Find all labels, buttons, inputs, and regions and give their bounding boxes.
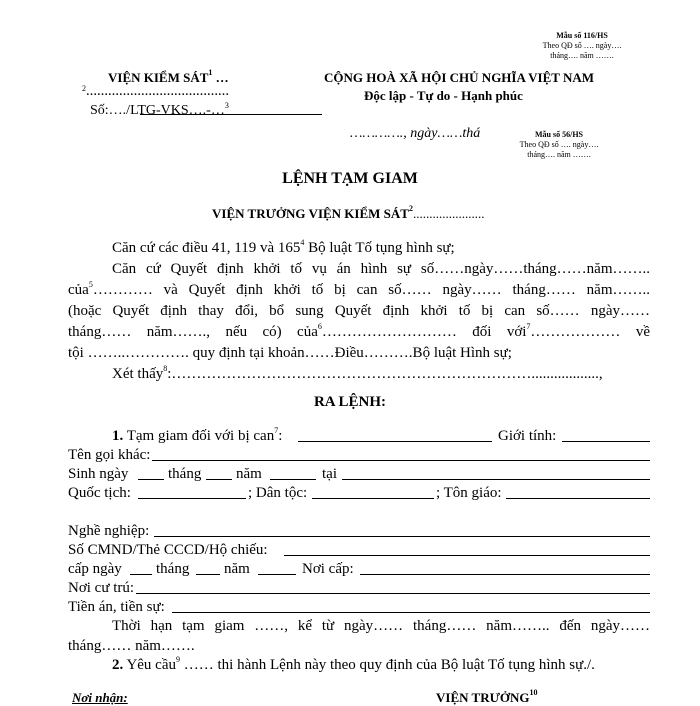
ground-line-1 (112, 240, 455, 257)
recipients-label: Nơi nhận: (72, 690, 128, 705)
dob-place-label: tại (322, 466, 337, 482)
dob-month-field[interactable] (206, 479, 232, 480)
alias-field[interactable] (152, 460, 650, 461)
issuer-dots: ...................... (412, 206, 485, 221)
ground-line-5 (68, 324, 650, 341)
form-code-mid-basis: Theo QĐ số …. ngày…. (519, 140, 599, 149)
record-label: Tiền án, tiền sự: (68, 599, 165, 615)
form-code-top-date: tháng…. năm ……. (550, 51, 614, 60)
residence-field[interactable] (136, 593, 650, 594)
nationality-label: Quốc tịch: (68, 485, 131, 501)
footnote-ref: 7 (526, 322, 531, 331)
footnote-ref: 6 (317, 322, 322, 331)
section1-label: Tạm giam đối với bị can (123, 428, 275, 444)
footnote-ref: 8 (163, 364, 168, 373)
ground-text: ………… và Quyết định khởi tố bị can số…… ngày…… tháng…… năm…….. (92, 282, 650, 298)
form-code-mid-code: Mẫu số 56/HS (534, 130, 583, 139)
signer-text: VIỆN TRƯỞNG (436, 690, 530, 705)
document-number (90, 103, 229, 119)
footnote-ref: 3 (224, 101, 229, 110)
residence-label: Nơi cư trú: (68, 580, 135, 596)
issued-place-label: Nơi cấp: (302, 561, 354, 577)
issued-date-label: cấp ngày (68, 561, 122, 577)
footnote-ref: 10 (529, 688, 538, 697)
country-name: CỘNG HOÀ XÃ HỘI CHỦ NGHĨA VIỆT NAM (324, 70, 595, 85)
defendant-name-field[interactable] (298, 441, 492, 442)
ground-line-7 (112, 366, 603, 383)
id-label: Số CMND/Thẻ CCCD/Hộ chiếu: (68, 542, 268, 558)
ground-text: Bộ luật Tố tụng hình sự; (304, 240, 455, 256)
document-number-text: Số:…./LTG-VKS….-… (90, 103, 225, 118)
occupation-field[interactable] (154, 536, 650, 537)
issued-year-field[interactable] (258, 574, 296, 575)
id-field[interactable] (284, 555, 650, 556)
document-title: LỆNH TẠM GIAM (282, 170, 418, 187)
dob-year-field[interactable] (270, 479, 316, 480)
footnote-ref: 4 (300, 238, 305, 247)
signer-title (436, 690, 538, 706)
dob-place-field[interactable] (342, 479, 650, 480)
agency-label: VIỆN KIỂM SÁT (108, 70, 209, 85)
occupation-label: Nghề nghiệp: (68, 523, 150, 539)
dob-year-label: năm (236, 466, 262, 482)
place-date: …………., ngày……thá (350, 126, 481, 141)
section-number: 2. (112, 657, 124, 673)
issuer-line (212, 206, 484, 222)
issuer-text: VIỆN TRƯỞNG VIỆN KIỂM SÁT (212, 206, 409, 221)
dob-label: Sinh ngày (68, 466, 129, 482)
ground-line-3 (68, 282, 650, 299)
religion-label: ; Tôn giáo: (436, 485, 502, 501)
form-code-top-basis: Theo QĐ số …. ngày…. (542, 41, 622, 50)
ground-text: tháng…… năm……., nếu có) của (68, 324, 318, 340)
ground-line-6: tội ……..…………. quy định tại khoản……Điều……….Bộ luật Hình sự; (68, 345, 512, 361)
order-heading: RA LỆNH: (313, 394, 387, 410)
ground-line-4: (hoặc Quyết định thay đổi, bổ sung Quyết định khởi tố bị can số…… ngày…… (68, 303, 650, 319)
detention-period-line-1: Thời hạn tạm giam ……, kể từ ngày…… tháng…… năm…….. đến ngày…… (112, 618, 650, 634)
section2-text: …… thi hành Lệnh này theo quy định của Bộ luật Tố tụng hình sự./. (180, 657, 595, 673)
sub-agency-dots: ………………………………… (86, 86, 229, 98)
section2-line (112, 657, 595, 674)
motto: Độc lập - Tự do - Hạnh phúc (364, 88, 523, 103)
issued-day-field[interactable] (130, 574, 152, 575)
form-code-mid-date: tháng…. năm ……. (527, 150, 591, 159)
form-code-mid (516, 130, 602, 160)
ground-text: ……………… về (530, 324, 650, 340)
detention-period-line-2: tháng…… năm……. (68, 638, 195, 654)
ground-text: :……………………………………………………………….................., (167, 366, 603, 382)
footnote-ref: 7 (274, 426, 279, 435)
footnote-ref: 9 (176, 655, 180, 664)
section2-text: Yêu cầu (123, 657, 176, 673)
ground-text: của (68, 282, 89, 298)
dob-day-field[interactable] (138, 479, 164, 480)
footnote-ref: 5 (88, 280, 93, 289)
agency-name (108, 70, 229, 86)
nationality-field[interactable] (138, 498, 246, 499)
section-number: 1. (112, 428, 124, 444)
ground-line-2: Căn cứ Quyết định khởi tố vụ án hình sự số……ngày……tháng……năm…….. (112, 261, 650, 277)
header-underline (140, 114, 322, 115)
record-field[interactable] (172, 612, 650, 613)
colon: : (278, 428, 283, 444)
alias-label: Tên gọi khác: (68, 447, 151, 463)
gender-field[interactable] (562, 441, 650, 442)
form-code-top (532, 31, 632, 61)
footnote-ref: 2 (408, 204, 413, 213)
section1-head (112, 428, 282, 445)
issued-year-label: năm (224, 561, 250, 577)
ethnicity-field[interactable] (312, 498, 434, 499)
ethnicity-label: ; Dân tộc: (248, 485, 308, 501)
ground-text: Căn cứ các điều 41, 119 và 165 (112, 240, 301, 256)
gender-label: Giới tính: (498, 428, 557, 444)
ground-text: Xét thấy (112, 366, 164, 382)
form-code-top-code: Mẫu số 116/HS (556, 31, 608, 40)
footnote-ref: 2 (82, 84, 86, 93)
issued-month-label: tháng (156, 561, 190, 577)
issued-month-field[interactable] (196, 574, 220, 575)
dob-month-label: tháng (168, 466, 202, 482)
sub-agency-line (82, 86, 229, 98)
footnote-ref: 1 (208, 68, 213, 77)
agency-tail: … (212, 70, 229, 85)
ground-text: ……………………… đối với (321, 324, 527, 340)
issued-place-field[interactable] (360, 574, 650, 575)
religion-field[interactable] (506, 498, 650, 499)
